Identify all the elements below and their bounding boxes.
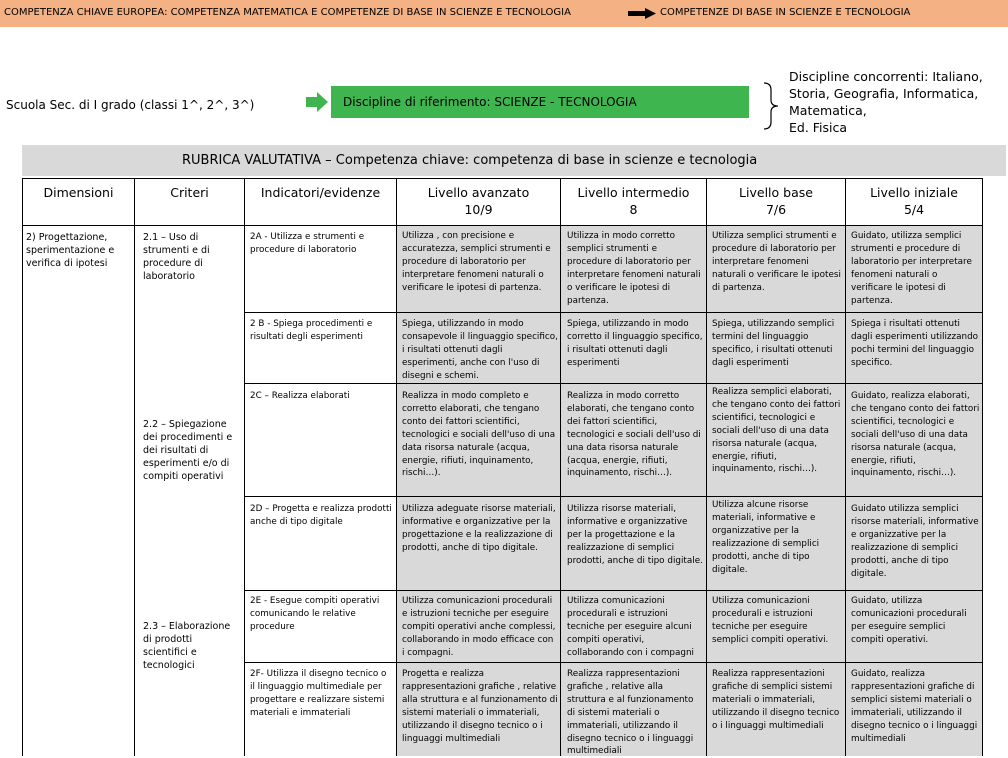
intermedio-2d: Utilizza risorse materiali, informative e organizzative per la progettazione e la realizzazione di semplici prodotti, anche di tipo digitale. xyxy=(567,504,703,566)
header-line: 8 xyxy=(629,202,638,217)
indicator-2c: 2C – Realizza elaborati xyxy=(250,391,350,401)
rubric-title-bar xyxy=(22,145,1006,176)
criterion-2-2: 2.2 – Spiegazione dei procedimenti e dei risultati di esperimenti e/o di compiti operativi xyxy=(143,419,233,482)
row-divider xyxy=(244,383,982,384)
intermedio-2f: Realizza rappresentazioni grafiche , relative alla struttura e al funzionamento di sistemi materiali o immateriali, utilizzando il disegno tecnico o i linguaggi multimediali xyxy=(567,669,694,757)
iniziale-2e: Guidato, utilizza comunicazioni procedurali per eseguire semplici compiti operativi. xyxy=(851,596,967,645)
base-2a: Utilizza semplici strumenti e procedure di laboratorio per interpretare fenomeni naturali o verificare le ipotesi di partenza. xyxy=(712,231,841,293)
concurrent-line: Storia, Geografia, Informatica, xyxy=(789,86,979,101)
row-divider xyxy=(244,662,982,663)
base-2c: Realizza semplici elaborati, che tengano conto dei fattori scientifici, tecnologici e sociali dell'uso di una data risorsa naturale (acqua, energie, rifiuti, inquinamento, rischi…). xyxy=(712,387,841,475)
header-line: Livello intermedio xyxy=(577,185,690,200)
brace-icon xyxy=(762,82,780,130)
concurrent-disciplines xyxy=(789,68,1004,136)
top-banner xyxy=(0,0,1008,27)
column-divider xyxy=(134,178,135,756)
iniziale-2f: Guidato, realizza rappresentazioni grafiche di semplici sistemi materiali o immateriali, utilizzando il disegno tecnico o i linguaggi multimediali xyxy=(851,669,978,744)
header-line: 7/6 xyxy=(765,202,787,217)
avanzato-2a: Utilizza , con precisione e accuratezza, semplici strumenti e procedure di laboratorio per interpretare fenomeni naturali o verificare le ipotesi di partenza. xyxy=(402,231,551,293)
iniziale-2c: Guidato, realizza elaborati, che tengano conto dei fattori scientifici, tecnologici e sociali dell'uso di una data risorsa naturale (acqua, energie, rifiuti, inquinamento, rischi…). xyxy=(851,391,980,479)
iniziale-2d: Guidato utilizza semplici risorse materiali, informative e organizzative per la realizzazione di semplici prodotti, anche di tipo digitale. xyxy=(851,504,979,579)
column-divider xyxy=(244,178,245,756)
indicator-2e: 2E - Esegue compiti operativi comunicando le relative procedure xyxy=(250,596,380,632)
header-line: 10/9 xyxy=(464,202,493,217)
arrow-right-icon xyxy=(628,8,656,19)
column-divider xyxy=(396,178,397,756)
indicator-2b: 2 B - Spiega procedimenti e risultati degli esperimenti xyxy=(250,319,373,342)
header-line: Livello avanzato xyxy=(427,185,530,200)
intermedio-2b: Spiega, utilizzando in modo corretto il linguaggio specifico, i risultati ottenuti dagli esperimenti xyxy=(567,319,703,368)
row-divider xyxy=(244,312,982,313)
criterion-2-1: 2.1 – Uso di strumenti e di procedure di laboratorio xyxy=(143,232,210,282)
avanzato-2b: Spiega, utilizzando in modo consapevole il linguaggio specifico, i risultati ottenuti dagli esperimenti, anche con l'uso di disegni e schemi. xyxy=(402,319,558,381)
row-divider xyxy=(244,496,982,497)
header-line: Livello iniziale xyxy=(870,185,958,200)
header-livello-intermedio xyxy=(561,184,706,218)
base-2d: Utilizza alcune risorse materiali, informative e organizzative per la realizzazione di semplici prodotti, anche di tipo digitale. xyxy=(712,500,820,575)
iniziale-2a: Guidato, utilizza semplici strumenti e procedure di laboratorio per interpretare fenomeni naturali o verificare le ipotesi di partenza. xyxy=(851,231,972,306)
header-indicatori: Indicatori/evidenze xyxy=(260,185,381,200)
table-border xyxy=(22,178,23,756)
header-criteri: Criteri xyxy=(170,185,209,200)
top-banner-left-text: COMPETENZA CHIAVE EUROPEA: COMPETENZA MATEMATICA E COMPETENZE DI BASE IN SCIENZE E TECNOLOGIA xyxy=(4,7,571,18)
column-divider xyxy=(706,178,707,756)
concurrent-line: Matematica, xyxy=(789,103,867,118)
header-line: Livello base xyxy=(739,185,813,200)
header-dimensioni: Dimensioni xyxy=(43,185,114,200)
avanzato-2f: Progetta e realizza rappresentazioni grafiche , relative alla struttura e al funzionamento di sistemi materiali o immateriali, utilizzando il disegno tecnico o i linguaggi multimediali xyxy=(402,669,558,744)
iniziale-2b: Spiega i risultati ottenuti dagli esperimenti utilizzando pochi termini del linguaggio specifico. xyxy=(851,319,979,368)
base-2e: Utilizza comunicazioni procedurali e istruzioni tecniche per eseguire semplici compiti operativi. xyxy=(712,596,829,645)
intermedio-2e: Utilizza comunicazioni procedurali e istruzioni tecniche per eseguire alcuni compiti operativi, collaborando con i compagni xyxy=(567,596,695,658)
concurrent-line: Ed. Fisica xyxy=(789,120,848,135)
concurrent-line: Discipline concorrenti: Italiano, xyxy=(789,69,983,84)
arrow-right-icon xyxy=(306,92,328,112)
base-2b: Spiega, utilizzando semplici termini del linguaggio specifico, i risultati ottenuti dagli esperimenti xyxy=(712,319,835,368)
table-border xyxy=(982,178,983,756)
indicator-2f: 2F- Utilizza il disegno tecnico o il linguaggio multimediale per progettare e realizzare sistemi materiali e immateriali xyxy=(250,669,387,718)
avanzato-2d: Utilizza adeguate risorse materiali, informative e organizzative per la progettazione e la realizzazione di prodotti, anche di tipo digitale. xyxy=(402,504,556,553)
avanzato-2c: Realizza in modo completo e corretto elaborati, che tengano conto dei fattori scientifici, tecnologici e sociali dell'uso di una data risorsa naturale (acqua, energie, rifiuti, inquinamento, rischi…). xyxy=(402,391,556,479)
reference-discipline-box xyxy=(331,86,749,118)
criterion-2-3: 2.3 – Elaborazione di prodotti scientifici e tecnologici xyxy=(143,621,231,671)
table-border xyxy=(22,178,982,179)
avanzato-2e: Utilizza comunicazioni procedurali e istruzioni tecniche per eseguire compiti operativi anche complessi, collaborando in modo efficace con i compagni. xyxy=(402,596,556,658)
table-border xyxy=(22,225,982,226)
header-livello-iniziale xyxy=(846,184,982,218)
intermedio-2c: Realizza in modo corretto elaborati, che tengano conto dei fattori scientifici, tecnologici e sociali dell'uso di una data risorsa naturale (acqua, energie, rifiuti, inquinamento, rischi…). xyxy=(567,391,701,479)
base-2f: Realizza rappresentazioni grafiche di semplici sistemi materiali o immateriali, utilizzando il disegno tecnico o i linguaggi multimediali xyxy=(712,669,840,731)
indicator-2d: 2D – Progetta e realizza prodotti anche di tipo digitale xyxy=(250,504,392,527)
header-livello-avanzato xyxy=(397,184,560,218)
column-divider xyxy=(560,178,561,756)
rubric-title: RUBRICA VALUTATIVA – Competenza chiave: competenza di base in scienze e tecnologia xyxy=(182,153,758,168)
header-line: 5/4 xyxy=(903,202,925,217)
school-label: Scuola Sec. di I grado (classi 1^, 2^, 3^) xyxy=(6,98,255,112)
column-divider xyxy=(845,178,846,756)
header-livello-base xyxy=(707,184,845,218)
row-divider xyxy=(244,590,982,591)
reference-discipline-label: Discipline di riferimento: SCIENZE - TECNOLOGIA xyxy=(343,95,637,109)
top-banner-right-text: COMPETENZE DI BASE IN SCIENZE E TECNOLOGIA xyxy=(660,7,911,18)
dimension-label: 2) Progettazione, sperimentazione e verifica di ipotesi xyxy=(26,232,115,269)
indicator-2a: 2A - Utilizza e strumenti e procedure di laboratorio xyxy=(250,232,365,255)
intermedio-2a: Utilizza in modo corretto semplici strumenti e procedure di laboratorio per interpretare fenomeni naturali o verificare le ipotesi di partenza. xyxy=(567,231,701,306)
